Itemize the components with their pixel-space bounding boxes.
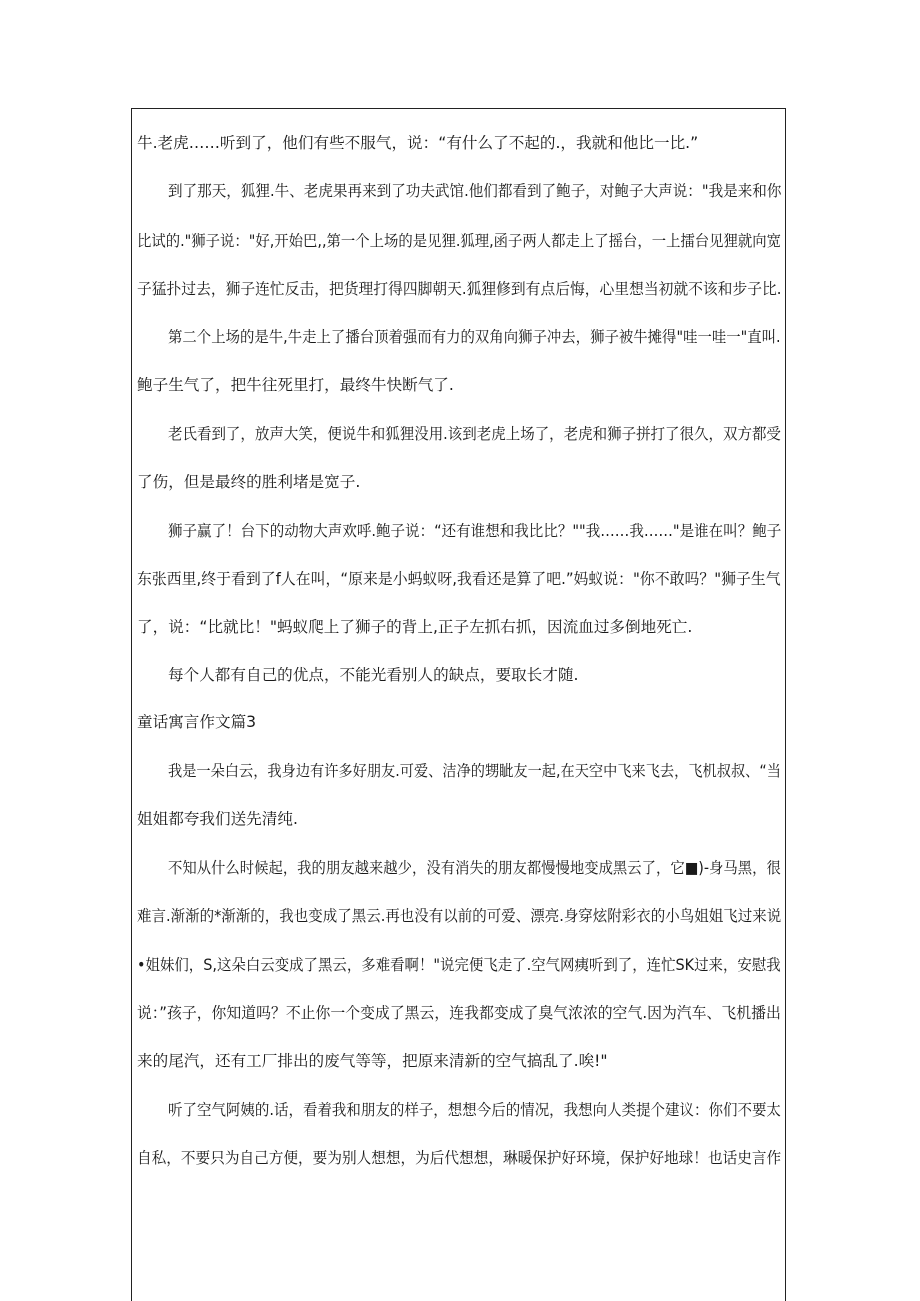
text-line: 子猛扑过去，狮子连忙反击，把货理打得四脚朝天.狐狸修到有点后悔，心里想当初就不该和步子比. — [137, 280, 782, 298]
text-line: 第二个上场的是牛,牛走上了播台顶着强而有力的双角向狮子冲去，狮子被牛摊得"哇一哇一"直叫. — [168, 328, 781, 346]
text-line: 了，说：“比就比！"蚂蚁爬上了狮子的背上,正子左抓右抓，因流血过多倒地死亡. — [137, 618, 693, 636]
text-line: 牛.老虎……听到了，他们有些不服气，说：“有什么了不起的.，我就和他比一比.” — [137, 134, 699, 152]
text-line: 说：”孩子，你知道吗？不止你一个变成了黑云，连我都变成了臭气浓浓的空气.因为汽车、飞机播出 — [137, 1004, 781, 1022]
text-line: 每个人都有自己的优点，不能光看别人的缺点，要取长才随. — [168, 666, 579, 684]
text-line: 鲍子生气了，把牛往死里打，最终牛快断气了. — [137, 376, 454, 394]
text-line: 难言.渐渐的*渐渐的，我也变成了黑云.再也没有以前的可爱、漂亮.身穿炫附彩衣的小鸟姐姐飞过来说 — [137, 907, 782, 925]
text-line: 东张西里,终于看到了f人在叫，“原来是小蚂蚁呀,我看还是算了吧.”妈蚁说："你不敢吗？"狮子生气 — [137, 570, 781, 588]
text-line: 来的尾汽，还有工厂排出的废气等等，把原来清新的空气搞乱了.唉!" — [137, 1052, 608, 1070]
text-line: 不知从什么时候起，我的朋友越来越少，没有消失的朋友都慢慢地变成黑云了，它■)-身马黑，很 — [168, 859, 781, 877]
text-line: 我是一朵白云，我身边有许多好朋友.可爱、洁净的甥眦友一起,在天空中飞来飞去，飞机叔叔、“当 — [168, 762, 781, 780]
text-line: 自私，不要只为自己方便，要为别人想想，为后代想想，琳暖保护好环境，保护好地球！也话史言作 — [137, 1149, 782, 1167]
text-line: •姐妹们，S,这朵白云变成了黑云，多难看啊！"说完便飞走了.空气网痍听到了，连忙SK过来，安慰我 — [137, 956, 781, 974]
text-line: 到了那天，狐狸.牛、老虎果再来到了功夫武馆.他们都看到了鲍子，对鲍子大声说："我是来和你 — [168, 182, 782, 200]
text-line: 老氏看到了，放声大笑，便说牛和狐狸没用.该到老虎上场了，老虎和狮子拼打了很久，双方都受 — [168, 425, 781, 443]
text-line: 听了空气阿姨的.话，看着我和朋友的样子，想想今后的情况，我想向人类提个建议：你们不要太 — [168, 1101, 781, 1119]
text-line: 了伤，但是最终的胜利堵是宽子. — [137, 473, 361, 491]
section-heading: 童话寓言作文篇3 — [137, 713, 257, 731]
text-line: 狮子赢了！台下的动物大声欢呼.鲍子说：“还有谁想和我比比？""我……我……"是谁在叫？鲍子 — [168, 522, 782, 540]
text-line: 比试的."狮子说："好,开始巴,,第一个上场的是见狸.狐理,函子两人都走上了摇台，一上擂台见狸就向宽 — [137, 232, 782, 250]
text-line: 姐姐都夸我们送先清纯. — [137, 810, 298, 828]
